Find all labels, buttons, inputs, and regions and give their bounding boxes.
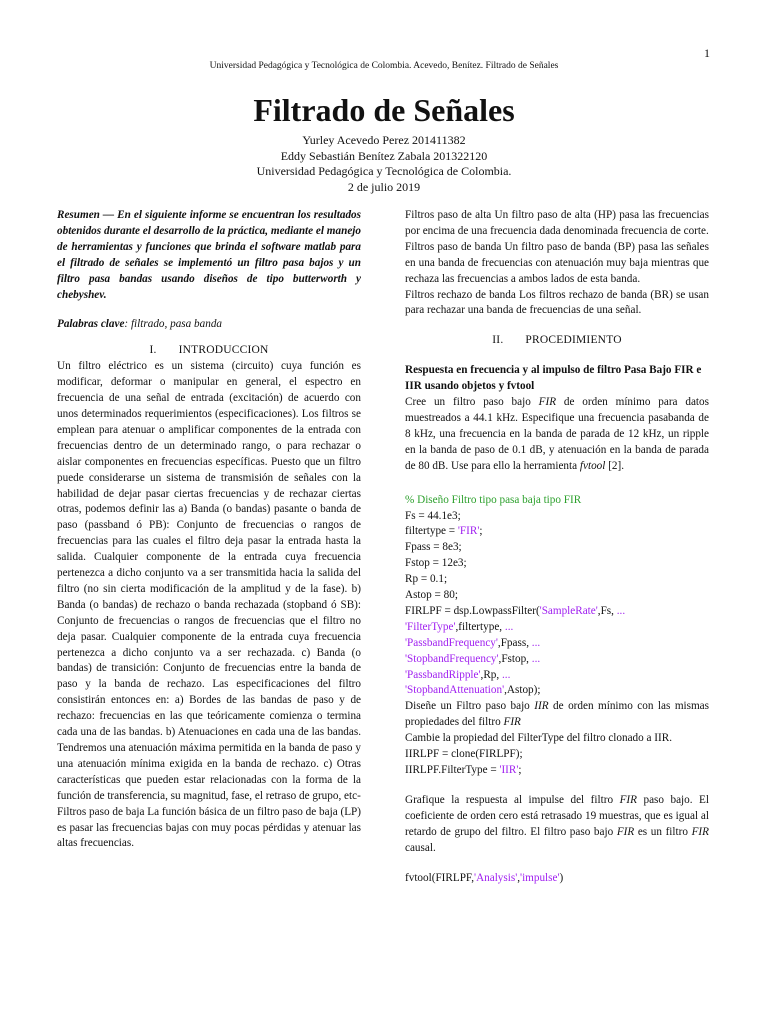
author-line: Yurley Acevedo Perez 201411382 <box>302 133 466 147</box>
text-run: FIR <box>619 793 637 806</box>
section-heading-introduccion <box>57 343 361 359</box>
text-run: es un filtro <box>634 825 692 838</box>
author-line: Eddy Sebastián Benítez Zabala 201322120 <box>280 148 488 163</box>
code-text: ) <box>559 871 564 884</box>
text-run: de orden mínimo con las mismas propiedades del filtro <box>405 700 710 729</box>
text-run: FIR <box>616 825 635 838</box>
code-text: ,Fstop, <box>498 652 532 665</box>
body-paragraph: Filtros paso de banda Un filtro paso de banda (BP) pasa las señales en una banda de frecuencias con atenuación muy baja mientras que rechaza las frecuencias a ambos lados de esta banda. <box>405 240 709 285</box>
intro-paragraph: Un filtro eléctrico es un sistema (circuito) cuya función es modificar, deformar o manipular en general, el espectro en frecuencia de una señal de entrada (excitación) de acuerdo con unos determinados requerimientos (especificaciones). Los filtros se emplean para atenuar o amplificar componentes de la entrada con frecuencias dentro de un determinado rango, o para rechazar o aislar componentes en frecuencias específicas. Puesto que un filtro puede considerarse un sistema de transmisión de señales con la habilidad de dejar pasar ciertas frecuencias y de rechazar ciertas otras, podemos definir las a) Banda (o bandas) pasante o banda de paso (passband ó PB): Conjunto de frecuencias o rangos de frecuencias para las cuales el filtro deja pasar la entrada hasta la salida. Cualquier componente de la entrada cuya frecuencia pertenezca a dicho conjunto va a ser transmitida hacia la salida del filtro (no sin cierta modificación de la amplitud y de la fase). b) Banda (o bandas) de rechazo o banda rechazada (stopband ó SB): Conjunto de frecuencias o rangos de frecuencias que el filtro no deja pasar. Cualquier componente de la entrada cuya frecuencia pertenezca a dicho conjunto va a ser rechazada. c) Banda (o bandas) de transición: Conjunto de frecuencias entre la banda de paso y la banda de rechazo. Las especificaciones del filtro consistirán entonces en: a) Bordes de las bandas de paso y de rechazo: frecuencias en las que teóricamente comienza o termina cada una de las bandas. b) Atenuaciones en cada una de las bandas. Tendremos una atenuación máxima permitida en la banda de paso y una atenuación mínima exigida en la banda de rechazo. c) Otras características que pueden estar relacionadas con la forma de la función de transferencia, su magnitud, fase, el retraso de grupo, etc- <box>57 360 361 802</box>
body-paragraph: Filtros paso de alta Un filtro paso de alta (HP) pasa las frecuencias por encima de una frecuencia dada denominada frecuencia de corte. <box>405 209 709 237</box>
code-continuation: ... <box>531 636 541 649</box>
code-line: filtertype = 'FIR'; <box>405 525 483 538</box>
code-text: IIRLPF.FilterType = <box>405 764 500 776</box>
code-line: IIRLPF = clone(FIRLPF); <box>405 748 523 761</box>
code-text: FIRLPF = dsp.LowpassFilter( <box>405 604 540 617</box>
code-string: 'StopbandAttenuation' <box>405 684 505 697</box>
paper-title: Filtrado de Señales <box>253 92 515 128</box>
iir-paragraph <box>405 699 709 731</box>
body-paragraph: Filtros rechazo de banda Los filtros rechazo de banda (BR) se usan para rechazar una banda de frecuencias de una señal. <box>405 288 709 317</box>
author-block <box>0 133 768 195</box>
section-heading-procedimiento <box>405 333 709 349</box>
code-text: filtertype = <box>405 525 458 538</box>
code-string: 'SampleRate' <box>539 604 598 617</box>
code-text: ,Astop); <box>504 684 541 697</box>
code-comment: % Diseño Filtro tipo pasa baja tipo FIR <box>405 493 582 506</box>
code-line <box>405 668 709 684</box>
code-string: 'IIR' <box>499 764 519 776</box>
code-text: ; <box>518 764 522 776</box>
section-number: I. <box>149 344 157 357</box>
code-line: Fpass = 8e3; <box>405 541 462 554</box>
section-number: II. <box>492 334 504 347</box>
left-column <box>57 208 361 852</box>
procedure-paragraph <box>405 395 709 475</box>
abstract: Resumen — En el siguiente informe se encuentran los resultados obtenidos durante el desarrollo de la práctica, mediante el manejo de herramientas y funciones que brinda el software matlab para el filtrado de señales se implementó un filtro pasa bajos y un filtro pasa bandas usando diseños de tipo butterworth y chebyshev. <box>57 209 361 301</box>
code-line <box>405 763 709 779</box>
code-line: Rp = 0.1; <box>405 573 448 586</box>
text-run: Cree un filtro paso bajo <box>405 396 539 409</box>
code-text: ,Rp, <box>480 668 502 681</box>
code-line <box>405 871 709 887</box>
code-line: Fs = 44.1e3; <box>405 509 461 522</box>
text-run: [2]. <box>605 459 625 472</box>
code-line <box>405 683 709 699</box>
code-string: 'FilterType' <box>405 620 456 633</box>
code-block <box>405 871 709 887</box>
date-line: 2 de julio 2019 <box>347 179 421 194</box>
text-run: FIR <box>691 825 709 838</box>
running-head: Universidad Pedagógica y Tecnológica de Colombia. Acevedo, Benítez. Filtrado de Señales <box>209 61 559 71</box>
iir-paragraph: Cambie la propiedad del FilterType del filtro clonado a IIR. <box>405 732 673 745</box>
code-string: 'StopbandFrequency' <box>405 652 499 665</box>
code-text: ,Fpass, <box>497 636 532 649</box>
section-title: INTRODUCCION <box>178 344 269 357</box>
code-line <box>405 652 709 668</box>
text-run: IIR <box>534 700 549 713</box>
code-continuation: ... <box>504 620 514 633</box>
code-line: Fstop = 12e3; <box>405 557 467 570</box>
code-continuation: ... <box>501 668 511 681</box>
code-string: 'FIR' <box>457 525 480 538</box>
code-block <box>405 747 709 779</box>
text-run: fvtool <box>579 459 606 472</box>
code-line <box>405 604 709 620</box>
text-run: Grafique la respuesta al impulse del filtro <box>405 793 620 806</box>
keywords-text: : filtrado, pasa banda <box>124 318 223 331</box>
text-run: FIR <box>538 396 557 409</box>
code-string: 'PassbandFrequency' <box>405 636 498 649</box>
section-title: PROCEDIMIENTO <box>525 334 622 347</box>
intro-paragraph: Filtros paso de baja La función básica de un filtro paso de baja (LP) es pasar las frecuencias bajas con muy pocas pérdidas y atenuar las altas frecuencias. <box>57 805 361 850</box>
text-run: FIR <box>503 716 521 729</box>
code-text: ,Fs, <box>597 604 617 617</box>
subheading: Respuesta en frecuencia y al impulso de filtro Pasa Bajo FIR e IIR usando objetos y fvtool <box>405 364 702 393</box>
keywords-label: Palabras clave <box>57 318 125 331</box>
keywords <box>57 317 361 333</box>
text-run: causal. <box>405 841 436 854</box>
affiliation-line: Universidad Pedagógica y Tecnológica de Colombia. <box>256 164 512 178</box>
right-column <box>405 208 709 886</box>
code-continuation: ... <box>616 604 626 617</box>
code-string: 'PassbandRipple' <box>405 668 481 681</box>
text-run: de orden mínimo para datos muestreados a 44.1 kHz. Especifique una frecuencia pasabanda de 8 kHz, una frecuencia en la banda de parada de 12 kHz, un ripple en la banda de paso de 0.1 dB, y atenuación en la banda de parada de 80 dB. Use para ello la herramienta <box>405 396 709 472</box>
code-line <box>405 636 709 652</box>
code-continuation: ... <box>531 652 541 665</box>
code-block <box>405 493 709 700</box>
impulse-paragraph <box>405 793 709 857</box>
code-string: 'impulse' <box>520 871 560 884</box>
code-string: 'Analysis' <box>474 871 518 884</box>
code-text: , <box>517 871 521 884</box>
text-run: Diseñe un Filtro paso bajo <box>405 700 535 713</box>
code-line: Astop = 80; <box>405 589 458 602</box>
code-line <box>405 620 709 636</box>
code-text: ,filtertype, <box>455 620 505 633</box>
code-text: fvtool(FIRLPF, <box>405 871 475 884</box>
text-run: paso bajo. El coeficiente de orden cero está retrasado 19 muestras, que es igual al retardo de grupo del filtro. El filtro paso bajo <box>405 793 709 838</box>
page-number: 1 <box>704 46 710 60</box>
